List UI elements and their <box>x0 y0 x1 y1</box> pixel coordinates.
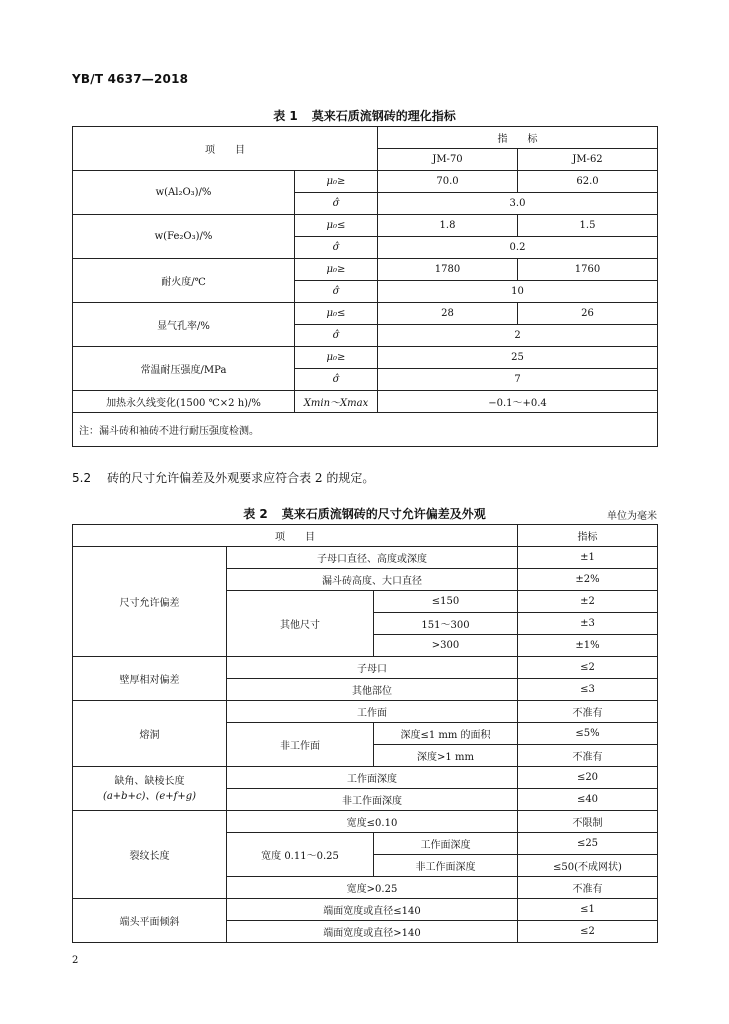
table1-mu-symbol: μ₀≥ <box>295 347 378 369</box>
table2-label: 非工作面深度 <box>374 855 518 877</box>
table1-item: 常温耐压强度/MPa <box>73 347 295 391</box>
table1-caption <box>0 107 729 124</box>
table2-subgroup: 其他尺寸 <box>227 591 374 657</box>
table2-value: ≤25 <box>518 833 658 855</box>
table2-value: ≤1 <box>518 899 658 921</box>
table1-value: 0.2 <box>378 237 658 259</box>
table2-label: 宽度≤0.10 <box>227 811 518 833</box>
table2-label: 非工作面深度 <box>227 789 518 811</box>
table2-title: 莫来石质流钢砖的尺寸允许偏差及外观 <box>281 507 486 521</box>
table2-value: 不准有 <box>518 701 658 723</box>
table2-tolerance-appearance <box>72 524 658 943</box>
table1-mu-symbol: μ₀≥ <box>295 259 378 281</box>
page-number: 2 <box>72 955 79 966</box>
table1-mu-symbol: μ₀≤ <box>295 303 378 325</box>
table2-label: 深度>1 mm <box>374 745 518 767</box>
table1-value: 70.0 <box>378 171 518 193</box>
table1-value: 10 <box>378 281 658 303</box>
clause-text: 砖的尺寸允许偏差及外观要求应符合表 2 的规定。 <box>107 471 375 485</box>
table1-value: 2 <box>378 325 658 347</box>
table1-range-symbol: Xmin～Xmax <box>295 391 378 413</box>
table1-value: 1.8 <box>378 215 518 237</box>
table2-group: 尺寸允许偏差 <box>73 547 227 657</box>
table1-physicochemical-indices <box>72 126 658 447</box>
table1-sigma-symbol: σ̂ <box>295 369 378 391</box>
table2-value: ≤2 <box>518 657 658 679</box>
table1-head-index: 指 标 <box>378 127 658 149</box>
table1-head-grade2: JM-62 <box>518 149 658 171</box>
table2-label: 其他部位 <box>227 679 518 701</box>
table2-subgroup: 宽度 0.11～0.25 <box>227 833 374 877</box>
table1-value: −0.1～+0.4 <box>378 391 658 413</box>
clause-5-2 <box>72 469 374 486</box>
table1-value: 28 <box>378 303 518 325</box>
table2-value: ±2 <box>518 591 658 613</box>
table1-sigma-symbol: σ̂ <box>295 281 378 303</box>
table2-value: ±1 <box>518 547 658 569</box>
table2-head-index: 指标 <box>518 525 658 547</box>
table2-group: 壁厚相对偏差 <box>73 657 227 701</box>
table1-note: 注：漏斗砖和袖砖不进行耐压强度检测。 <box>73 413 658 447</box>
table2-label: 工作面 <box>227 701 518 723</box>
table2-value: 不准有 <box>518 745 658 767</box>
table2-group: 裂纹长度 <box>73 811 227 899</box>
table2-label: 端面宽度或直径>140 <box>227 921 518 943</box>
table1-value: 1760 <box>518 259 658 281</box>
table2-label: 宽度>0.25 <box>227 877 518 899</box>
clause-number: 5.2 <box>72 471 92 485</box>
table2-label: 工作面深度 <box>374 833 518 855</box>
table2-label: >300 <box>374 635 518 657</box>
table1-title: 莫来石质流钢砖的理化指标 <box>311 109 456 123</box>
table2-group-line: (a+b+c)、(e+f+g) <box>102 790 197 802</box>
table2-value: ≤5% <box>518 723 658 745</box>
table2-value: ≤3 <box>518 679 658 701</box>
table2-value: ±2% <box>518 569 658 591</box>
table2-group <box>73 767 227 811</box>
table2-label: 深度≤1 mm 的面积 <box>374 723 518 745</box>
table1-sigma-symbol: σ̂ <box>295 325 378 347</box>
table1-value: 1.5 <box>518 215 658 237</box>
table2-unit: 单位为毫米 <box>607 511 657 522</box>
table1-value: 7 <box>378 369 658 391</box>
table2-value: 不准有 <box>518 877 658 899</box>
table2-value: ≤2 <box>518 921 658 943</box>
table2-label: ≤150 <box>374 591 518 613</box>
table2-group: 端头平面倾斜 <box>73 899 227 943</box>
table2-label: 子母口直径、高度或深度 <box>227 547 518 569</box>
table2-value: ±1% <box>518 635 658 657</box>
table1-sigma-symbol: σ̂ <box>295 193 378 215</box>
table1-item: w(Al₂O₃)/% <box>73 171 295 215</box>
table1-mu-symbol: μ₀≤ <box>295 215 378 237</box>
table2-label: 子母口 <box>227 657 518 679</box>
table2-value: ≤20 <box>518 767 658 789</box>
table1-item: w(Fe₂O₃)/% <box>73 215 295 259</box>
table1-number: 表 1 <box>273 109 298 123</box>
table1-mu-symbol: μ₀≥ <box>295 171 378 193</box>
table1-head-item: 项 目 <box>73 127 378 171</box>
table1-value: 62.0 <box>518 171 658 193</box>
table2-subgroup: 非工作面 <box>227 723 374 767</box>
table1-value: 1780 <box>378 259 518 281</box>
table1-item: 显气孔率/% <box>73 303 295 347</box>
table2-label: 151～300 <box>374 613 518 635</box>
standard-code: YB/T 4637—2018 <box>72 72 189 86</box>
table2-head-item: 项 目 <box>73 525 518 547</box>
table1-value: 26 <box>518 303 658 325</box>
table2-value: 不限制 <box>518 811 658 833</box>
table2-label: 工作面深度 <box>227 767 518 789</box>
table1-sigma-symbol: σ̂ <box>295 237 378 259</box>
table2-group-line: 缺角、缺棱长度 <box>114 775 185 787</box>
table2-value: ≤50(不成网状) <box>518 855 658 877</box>
table1-value: 25 <box>378 347 658 369</box>
table2-value: ±3 <box>518 613 658 635</box>
table2-value: ≤40 <box>518 789 658 811</box>
table2-label: 漏斗砖高度、大口直径 <box>227 569 518 591</box>
table1-value: 3.0 <box>378 193 658 215</box>
table2-group: 熔洞 <box>73 701 227 767</box>
table1-item: 耐火度/℃ <box>73 259 295 303</box>
table1-head-grade1: JM-70 <box>378 149 518 171</box>
table2-label: 端面宽度或直径≤140 <box>227 899 518 921</box>
table2-number: 表 2 <box>243 507 268 521</box>
table1-item: 加热永久线变化(1500 ℃×2 h)/% <box>73 391 295 413</box>
